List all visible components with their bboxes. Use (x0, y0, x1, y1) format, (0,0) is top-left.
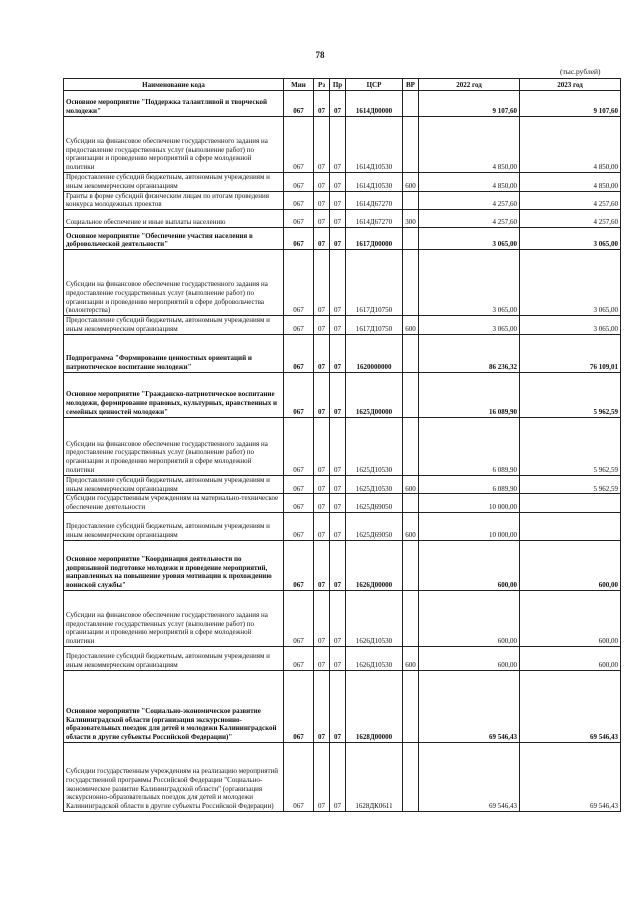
budget-table (63, 78, 621, 812)
cell-name: Подпрограмма "Формирование ценностных ориентаций и патриотическое воспитание молодежи" (64, 334, 284, 372)
header-pr: Пр (330, 79, 346, 91)
cell-rz: 07 (314, 494, 330, 513)
cell-vr (403, 742, 419, 811)
cell-csr: 1628Д00000 (346, 670, 403, 742)
cell-pr: 07 (330, 372, 346, 417)
cell-pr: 07 (330, 173, 346, 192)
cell-y2023: 5 962,59 (520, 475, 621, 494)
cell-pr: 07 (330, 210, 346, 228)
cell-name: Субсидии на финансовое обеспечение государственного задания на предоставление государственных услуг (выполнение работ) по организации и проведению мероприятий в сфере добровольчества (волонтерства) (64, 250, 284, 316)
cell-y2022: 600,00 (419, 540, 520, 590)
cell-min: 067 (284, 590, 314, 646)
cell-vr (403, 540, 419, 590)
unit-label: (тыс.рублей) (560, 67, 601, 76)
cell-y2023: 4 850,00 (520, 173, 621, 192)
cell-pr: 07 (330, 742, 346, 811)
cell-min: 067 (284, 417, 314, 475)
cell-vr (403, 191, 419, 210)
cell-name: Основное мероприятие "Гражданско-патриотическое воспитание молодежи, формирование правовых, культурных, нравственных и семейных ценностей молодежи" (64, 372, 284, 417)
table-row (64, 316, 621, 335)
cell-rz: 07 (314, 334, 330, 372)
cell-min: 067 (284, 475, 314, 494)
table-row (64, 512, 621, 540)
cell-y2023: 600,00 (520, 540, 621, 590)
cell-min: 067 (284, 91, 314, 117)
cell-y2022: 6 089,90 (419, 475, 520, 494)
cell-rz: 07 (314, 670, 330, 742)
cell-pr: 07 (330, 316, 346, 335)
cell-rz: 07 (314, 590, 330, 646)
cell-name: Субсидии государственным учреждениям на материально-техническое обеспечение деятельности (64, 494, 284, 513)
cell-min: 067 (284, 228, 314, 250)
cell-name: Основное мероприятие "Координация деятельности по допризывной подготовке молодежи и проведение мероприятий, направленных на повышение уровня мотивации к прохождению воинской службы" (64, 540, 284, 590)
table-row (64, 334, 621, 372)
cell-rz: 07 (314, 646, 330, 670)
cell-csr: 1614Д10530 (346, 173, 403, 192)
cell-y2022: 9 107,60 (419, 91, 520, 117)
cell-vr (403, 117, 419, 173)
cell-rz: 07 (314, 173, 330, 192)
cell-csr: 1617Д10750 (346, 250, 403, 316)
table-row (64, 417, 621, 475)
cell-name: Субсидии государственным учреждениям на реализацию мероприятий государственной программы Российской Федерации "Социально-экономическое развитие Калининградской области" (организация экскурсионно-образовательных поездок для детей и молодежи Калининградской области в другие субъекты Российской Федерации) (64, 742, 284, 811)
header-2023: 2023 год (520, 79, 621, 91)
cell-csr: 1626Д10530 (346, 646, 403, 670)
table-row (64, 173, 621, 192)
cell-y2022: 6 089,90 (419, 417, 520, 475)
cell-vr (403, 372, 419, 417)
cell-y2022: 16 089,90 (419, 372, 520, 417)
cell-vr (403, 334, 419, 372)
cell-y2023: 3 065,00 (520, 250, 621, 316)
cell-vr: 600 (403, 475, 419, 494)
cell-csr: 1620000000 (346, 334, 403, 372)
cell-vr (403, 494, 419, 513)
cell-rz: 07 (314, 540, 330, 590)
cell-y2022: 4 850,00 (419, 173, 520, 192)
cell-y2023: 69 546,43 (520, 670, 621, 742)
header-2022: 2022 год (419, 79, 520, 91)
table-row (64, 191, 621, 210)
cell-y2022: 69 546,43 (419, 742, 520, 811)
cell-y2022: 10 000,00 (419, 512, 520, 540)
cell-min: 067 (284, 742, 314, 811)
table-row (64, 590, 621, 646)
cell-name: Предоставление субсидий бюджетным, автономным учреждениям и иным некоммерческим организациям (64, 173, 284, 192)
cell-pr: 07 (330, 250, 346, 316)
table-row (64, 228, 621, 250)
cell-rz: 07 (314, 210, 330, 228)
cell-vr: 600 (403, 173, 419, 192)
cell-min: 067 (284, 646, 314, 670)
cell-y2023 (520, 494, 621, 513)
table-row (64, 117, 621, 173)
cell-pr: 07 (330, 670, 346, 742)
cell-y2023: 5 962,59 (520, 417, 621, 475)
cell-rz: 07 (314, 250, 330, 316)
cell-y2023: 600,00 (520, 646, 621, 670)
cell-pr: 07 (330, 334, 346, 372)
header-rz: Рз (314, 79, 330, 91)
cell-name: Субсидии на финансовое обеспечение государственного задания на предоставление государственных услуг (выполнение работ) по организации и проведению мероприятий в сфере молодежной политики (64, 117, 284, 173)
header-name: Наименование кода (64, 79, 284, 91)
cell-y2022: 600,00 (419, 646, 520, 670)
cell-y2022: 4 257,60 (419, 191, 520, 210)
cell-y2022: 10 000,00 (419, 494, 520, 513)
cell-rz: 07 (314, 372, 330, 417)
cell-name: Основное мероприятие "Обеспечение участия населения в добровольческой деятельности" (64, 228, 284, 250)
cell-y2023 (520, 512, 621, 540)
cell-y2023: 600,00 (520, 590, 621, 646)
cell-min: 067 (284, 173, 314, 192)
cell-y2023: 69 546,43 (520, 742, 621, 811)
cell-rz: 07 (314, 316, 330, 335)
cell-csr: 1614Д67270 (346, 191, 403, 210)
cell-y2023: 4 850,00 (520, 117, 621, 173)
cell-min: 067 (284, 670, 314, 742)
cell-y2022: 3 065,00 (419, 228, 520, 250)
cell-csr: 1626Д10530 (346, 590, 403, 646)
cell-rz: 07 (314, 228, 330, 250)
cell-y2023: 4 257,60 (520, 191, 621, 210)
cell-vr (403, 228, 419, 250)
cell-csr: 1625Д00000 (346, 372, 403, 417)
cell-y2023: 9 107,60 (520, 91, 621, 117)
table-row (64, 540, 621, 590)
cell-y2022: 86 236,32 (419, 334, 520, 372)
header-vr: ВР (403, 79, 419, 91)
page-number: 78 (315, 50, 325, 60)
cell-vr (403, 250, 419, 316)
cell-vr (403, 417, 419, 475)
cell-min: 067 (284, 512, 314, 540)
cell-y2023: 3 065,00 (520, 228, 621, 250)
cell-csr: 1614Д00000 (346, 91, 403, 117)
cell-pr: 07 (330, 91, 346, 117)
table-row (64, 670, 621, 742)
cell-min: 067 (284, 191, 314, 210)
cell-pr: 07 (330, 417, 346, 475)
cell-min: 067 (284, 334, 314, 372)
cell-csr: 1625Д69050 (346, 512, 403, 540)
cell-vr: 300 (403, 210, 419, 228)
cell-pr: 07 (330, 646, 346, 670)
cell-y2023: 3 065,00 (520, 316, 621, 335)
cell-csr: 1617Д10750 (346, 316, 403, 335)
table-header-row (64, 79, 621, 91)
cell-y2022: 4 257,60 (419, 210, 520, 228)
cell-name: Социальное обеспечение и иные выплаты населению (64, 210, 284, 228)
cell-min: 067 (284, 316, 314, 335)
cell-name: Основное мероприятие "Социально-экономическое развитие Калининградской области (организация экскурсионно-образовательных поездок для детей и молодежи Калининградской области в другие субъекты Российской Федерации)" (64, 670, 284, 742)
cell-name: Предоставление субсидий бюджетным, автономным учреждениям и иным некоммерческим организациям (64, 475, 284, 494)
cell-csr: 1628ДК0611 (346, 742, 403, 811)
cell-rz: 07 (314, 91, 330, 117)
cell-y2022: 4 850,00 (419, 117, 520, 173)
cell-pr: 07 (330, 117, 346, 173)
table-row (64, 646, 621, 670)
cell-vr (403, 91, 419, 117)
cell-rz: 07 (314, 742, 330, 811)
table-row (64, 494, 621, 513)
cell-name: Основное мероприятие "Поддержка талантливой и творческой молодежи" (64, 91, 284, 117)
cell-csr: 1625Д10530 (346, 475, 403, 494)
table-row (64, 475, 621, 494)
cell-y2022: 600,00 (419, 590, 520, 646)
cell-csr: 1626Д00000 (346, 540, 403, 590)
cell-vr: 600 (403, 512, 419, 540)
cell-min: 067 (284, 494, 314, 513)
cell-pr: 07 (330, 512, 346, 540)
header-csr: ЦСР (346, 79, 403, 91)
table-row (64, 91, 621, 117)
cell-pr: 07 (330, 191, 346, 210)
cell-vr: 600 (403, 316, 419, 335)
cell-csr: 1617Д00000 (346, 228, 403, 250)
cell-rz: 07 (314, 191, 330, 210)
cell-rz: 07 (314, 417, 330, 475)
cell-name: Предоставление субсидий бюджетным, автономным учреждениям и иным некоммерческим организациям (64, 316, 284, 335)
cell-min: 067 (284, 250, 314, 316)
cell-y2022: 3 065,00 (419, 250, 520, 316)
cell-csr: 1625Д10530 (346, 417, 403, 475)
cell-pr: 07 (330, 540, 346, 590)
cell-y2022: 3 065,00 (419, 316, 520, 335)
table-row (64, 250, 621, 316)
cell-name: Гранты в форме субсидий физическим лицам по итогам проведения конкурса молодежных проектов (64, 191, 284, 210)
table-row (64, 372, 621, 417)
cell-y2022: 69 546,43 (419, 670, 520, 742)
cell-name: Субсидии на финансовое обеспечение государственного задания на предоставление государственных услуг (выполнение работ) по организации и проведению мероприятий в сфере молодежной политики (64, 590, 284, 646)
cell-pr: 07 (330, 228, 346, 250)
cell-min: 067 (284, 117, 314, 173)
cell-vr: 600 (403, 646, 419, 670)
cell-csr: 1614Д10530 (346, 117, 403, 173)
cell-vr (403, 590, 419, 646)
cell-min: 067 (284, 540, 314, 590)
cell-csr: 1625Д69050 (346, 494, 403, 513)
cell-y2023: 5 962,59 (520, 372, 621, 417)
cell-rz: 07 (314, 117, 330, 173)
cell-pr: 07 (330, 494, 346, 513)
cell-name: Предоставление субсидий бюджетным, автономным учреждениям и иным некоммерческим организациям (64, 646, 284, 670)
cell-min: 067 (284, 372, 314, 417)
table-row (64, 742, 621, 811)
cell-min: 067 (284, 210, 314, 228)
cell-pr: 07 (330, 590, 346, 646)
cell-name: Субсидии на финансовое обеспечение государственного задания на предоставление государственных услуг (выполнение работ) по организации и проведению мероприятий в сфере молодежной политики (64, 417, 284, 475)
header-min: Мин (284, 79, 314, 91)
cell-vr (403, 670, 419, 742)
cell-rz: 07 (314, 512, 330, 540)
cell-csr: 1614Д67270 (346, 210, 403, 228)
cell-rz: 07 (314, 475, 330, 494)
table-row (64, 210, 621, 228)
cell-name: Предоставление субсидий бюджетным, автономным учреждениям и иным некоммерческим организациям (64, 512, 284, 540)
cell-pr: 07 (330, 475, 346, 494)
cell-y2023: 4 257,60 (520, 210, 621, 228)
cell-y2023: 76 109,01 (520, 334, 621, 372)
